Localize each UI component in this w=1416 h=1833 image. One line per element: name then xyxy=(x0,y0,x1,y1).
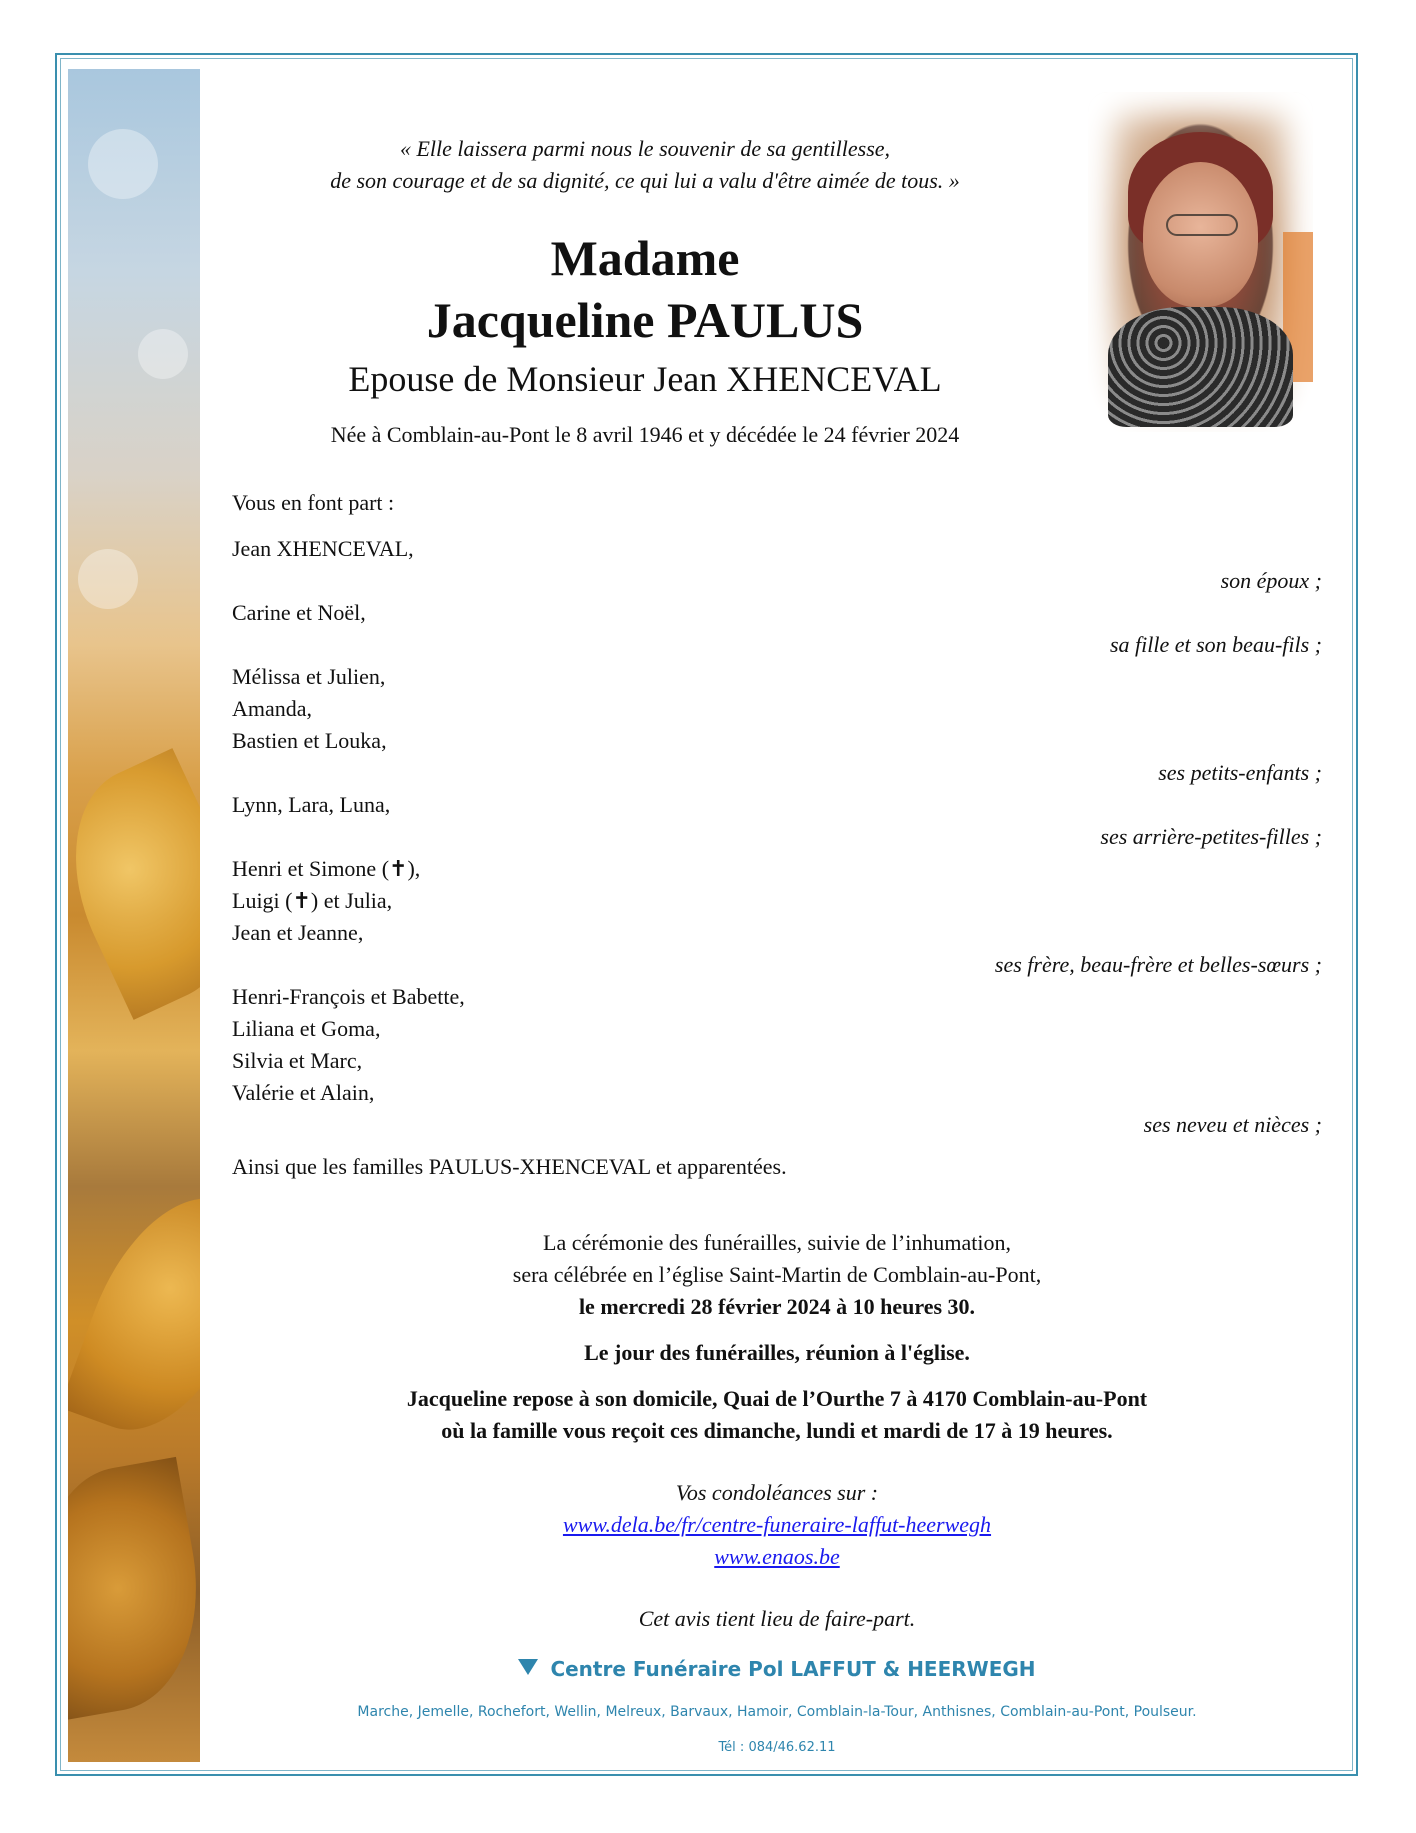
condolences-label: Vos condoléances sur : xyxy=(675,1480,879,1505)
family-name-line: Carine et Noël, xyxy=(232,600,366,625)
funeral-home-title xyxy=(232,1657,1322,1681)
repose-line: Jacqueline repose à son domicile, Quai de l’Ourthe 7 à 4170 Comblain-au-Pont xyxy=(406,1386,1148,1411)
families-line: Ainsi que les familles PAULUS-XHENCEVAL et apparentées. xyxy=(232,1154,787,1179)
quote-line: de son courage et de sa dignité, ce qui lui a valu d'être aimée de tous. » xyxy=(330,168,960,193)
family-name-line: Henri et Simone (✝), xyxy=(232,856,421,881)
family-name-line: Valérie et Alain, xyxy=(232,1080,375,1105)
family-name-line: Lynn, Lara, Luna, xyxy=(232,792,391,817)
family-name-line: Luigi (✝) et Julia, xyxy=(232,888,393,913)
family-relation: sa fille et son beau-fils ; xyxy=(1109,632,1322,657)
condolences-link-dela[interactable]: www.dela.be/fr/centre-funeraire-laffut-heerwegh xyxy=(562,1512,992,1537)
quote-line: « Elle laissera parmi nous le souvenir de sa gentillesse, xyxy=(399,136,891,161)
ceremony-date: le mercredi 28 février 2024 à 10 heures 30. xyxy=(578,1294,976,1319)
spouse-line: Epouse de Monsieur Jean XHENCEVAL xyxy=(348,359,942,399)
ceremony-line: sera célébrée en l’église Saint-Martin de Comblain-au-Pont, xyxy=(512,1262,1042,1287)
family-section xyxy=(232,487,1322,1183)
family-name-line: Jean XHENCEVAL, xyxy=(232,536,414,561)
family-name-line: Henri-François et Babette, xyxy=(232,984,465,1009)
portrait-photo xyxy=(1088,92,1313,432)
leaf-shape xyxy=(68,1457,200,1721)
family-name-line: Liliana et Goma, xyxy=(232,1016,381,1041)
family-relation: ses frère, beau-frère et belles-sœurs ; xyxy=(994,952,1322,977)
leaf-shape xyxy=(68,1173,200,1456)
repose-line: où la famille vous reçoit ces dimanche, lundi et mardi de 17 à 19 heures. xyxy=(441,1418,1113,1443)
triangle-down-icon xyxy=(518,1659,538,1675)
memorial-quote xyxy=(230,133,1060,197)
family-relation: ses neveu et nièces ; xyxy=(1143,1112,1322,1137)
intro-text: Vous en font part : xyxy=(232,490,395,515)
family-name-line: Amanda, xyxy=(232,696,313,721)
family-relation: ses petits-enfants ; xyxy=(1158,760,1322,785)
leaf-shape xyxy=(68,748,200,1020)
condolences-link-enaos[interactable]: www.enaos.be xyxy=(714,1544,840,1569)
deceased-name: Jacqueline PAULUS xyxy=(426,292,864,348)
birth-death-line: Née à Comblain-au-Pont le 8 avril 1946 et y décédée le 24 février 2024 xyxy=(330,422,960,447)
funeral-home-name: Centre Funéraire Pol LAFFUT & HEERWEGH xyxy=(550,1657,1036,1681)
ceremony-section xyxy=(232,1227,1322,1635)
family-relation: ses arrière-petites-filles ; xyxy=(1100,824,1322,849)
family-name-line: Jean et Jeanne, xyxy=(232,920,364,945)
notice-text: Cet avis tient lieu de faire-part. xyxy=(638,1606,916,1631)
ceremony-line: La cérémonie des funérailles, suivie de l’inhumation, xyxy=(543,1230,1011,1255)
meeting-note: Le jour des funérailles, réunion à l'église. xyxy=(584,1340,970,1365)
family-name-line: Silvia et Marc, xyxy=(232,1048,363,1073)
family-name-line: Mélissa et Julien, xyxy=(232,664,386,689)
funeral-home-locations: Marche, Jemelle, Rochefort, Wellin, Melreux, Barvaux, Hamoir, Comblain-la-Tour, Anthisnes, Comblain-au-Pont, Poulseur. xyxy=(357,1704,1197,1720)
funeral-home-phone: Tél : 084/46.62.11 xyxy=(718,1740,836,1755)
family-name-line: Bastien et Louka, xyxy=(232,728,387,753)
deceased-title: Madame xyxy=(550,230,740,286)
autumn-leaves-image xyxy=(68,69,200,1762)
family-relation: son époux ; xyxy=(1220,568,1322,593)
